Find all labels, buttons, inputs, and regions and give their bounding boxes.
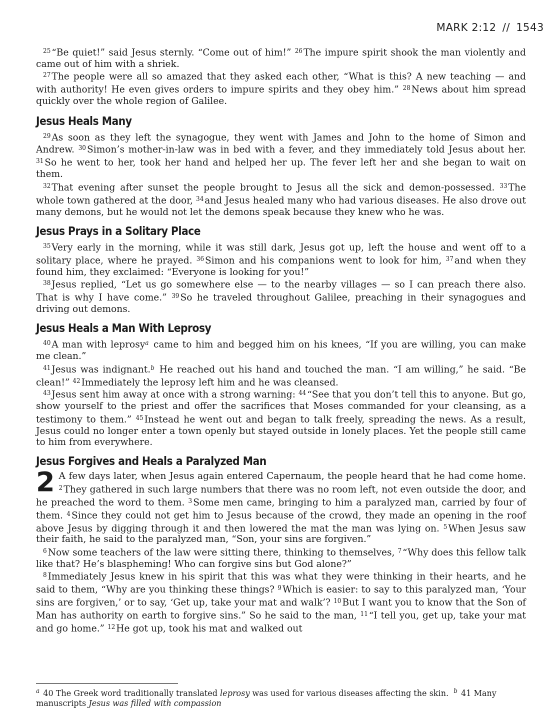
running-head-reference: MARK 2:12 [436,22,497,34]
verse-text: The impure spirit shook the man violently and came out of him with a shriek. [36,47,526,70]
verse-text: Some men came, bringing to him a paralyzed man, carried by four of them. [36,497,526,522]
footnote-marker: b [453,688,458,695]
verse-text: Jesus replied, “Let us go somewhere else — to the nearby villages — so I can preach there also. That is why I have come.” [36,279,526,304]
verse-number: 40 [43,340,51,348]
verse-number: 44 [298,390,307,398]
verse-number: 38 [43,280,51,288]
verse-text: As soon as they left the synagogue, they went with James and John to the home of Simon and Andrew. [36,132,526,157]
chapter-number: 2 [36,467,55,499]
verse-text: Since they could not get him to Jesus because of the crowd, they made an opening in the roof above Jesus by digging through it and then lowered the mat the man was lying on. [36,510,526,535]
verse-text: “Why does this fellow talk like that? He’s blaspheming! Who can forgive sins but God alone?” [36,547,527,570]
footnote-ref: 41 [458,688,472,698]
footnote-italic: leprosy [220,688,250,698]
footnote-divider [36,683,178,684]
verse-text: Jesus sent him away at once with a strong warning: [51,390,299,402]
paragraph [36,570,526,635]
paragraph [36,241,526,278]
verse-text: That evening after sunset the people brought to Jesus all the sick and demon-possessed. [51,182,500,194]
verse-text: He got up, took his mat and walked out [116,623,303,635]
verse-number: 30 [78,145,86,153]
verse-number: 43 [43,390,51,398]
verse-number: 37 [445,255,454,263]
verse-text: But I want you to know that the Son of Man has authority on earth to forgive sins.” So he said to the man, [36,597,526,622]
verse-text: The people were all so amazed that they asked each other, “What is this? A new teaching — and with authority! He even gives orders to impure spirits and they obey him.” [36,71,526,96]
verse-text: Simon and his companions went to look for him, [205,255,446,267]
paragraph [36,70,526,107]
verse-text: came to him and begged him on his knees, “If you are willing, you can make me clean.” [36,339,527,363]
verse-number: 8 [43,572,47,580]
verse-number: 41 [43,364,51,372]
verse-number: 9 [277,585,282,593]
footnote-italic: Jesus was filled with compassion [88,698,222,708]
paragraph [36,467,526,546]
verse-number: 11 [360,610,368,618]
verse-text: and when they found him, they exclaimed: “Everyone is looking for you!” [36,255,527,278]
verse-number: 31 [36,158,44,166]
verse-text: When Jesus saw their faith, he said to the paralyzed man, “Son, your sins are forgiven.” [36,523,526,546]
verse-number: 4 [66,510,71,518]
verse-text: He reached out his hand and touched the man. “I am willing,” he said. “Be clean!” [36,364,526,389]
verse-number: 29 [43,132,51,140]
verse-text: Immediately Jesus knew in his spirit that this was what they were thinking in their hearts, and he said to them, “Why are you thinking these things? [36,571,526,596]
verse-text: They gathered in such large numbers that there was no room left, not even outside the door, and he preached the word to them. [36,484,526,509]
verse-number: 33 [499,182,508,190]
verse-number: 5 [443,523,448,531]
section-heading: Jesus Heals Many [36,114,132,128]
verse-number: 26 [294,48,303,55]
footnote-marker[interactable]: b [150,364,155,372]
verse-number: 7 [397,547,402,555]
verse-number: 34 [196,195,204,203]
verse-text: Jesus was indignant. [51,364,151,376]
running-head-separator: // [502,22,511,34]
section-heading: Jesus Heals a Man With Leprosy [36,322,212,336]
verse-text: So he traveled throughout Galilee, preaching in their synagogues and driving out demons. [36,292,526,315]
verse-text: Immediately the leprosy left him and he was cleansed. [81,377,339,389]
footnotes [36,687,526,709]
verse-text: Instead he went out and began to talk freely, spreading the news. As a result, Jesus could no longer enter a town openly but stayed outside in lonely places. Yet the people still came to him from everywhere. [36,414,526,449]
verse-text: “Be quiet!” said Jesus sternly. “Come out of him!” [51,47,295,59]
verse-text: A man with leprosy [51,339,146,351]
verse-text: and Jesus healed many who had various diseases. He also drove out many demons, but he would not let the demons speak because they knew who he was. [36,195,526,218]
footnote-text: The Greek word traditionally translated [53,688,221,698]
text-column [36,46,526,635]
verse-text: Simon’s mother-in-law was in bed with a fever, and they immediately told Jesus about her. [87,145,526,157]
footnote-marker: a [36,688,40,695]
verse-number: 3 [188,497,193,505]
footnote-text: was used for various diseases affecting the skin. [249,688,449,698]
verse-number: 27 [43,72,51,80]
section-heading: Jesus Prays in a Solitary Place [36,224,201,238]
verse-number: 45 [135,414,144,422]
footnote-a [36,689,449,698]
verse-number: 10 [333,597,342,605]
verse-number: 36 [196,255,205,263]
verse-number: 6 [43,547,47,555]
verse-text: A few days later, when Jesus again entered Capernaum, the people heard that he had come home. [58,471,526,483]
verse-text: The whole town gathered at the door, [36,182,526,207]
paragraph [36,388,526,448]
verse-text: Now some teachers of the law were sitting there, thinking to themselves, [47,547,398,559]
section-heading: Jesus Forgives and Heals a Paralyzed Man [36,455,267,469]
verse-text: Very early in the morning, while it was still dark, Jesus got up, left the house and went off to a solitary place, where he prayed. [36,242,526,267]
paragraph [36,181,526,218]
verse-number: 28 [402,85,411,93]
verse-number: 25 [43,48,51,55]
verse-number: 42 [72,377,81,385]
verse-text: “See that you don’t tell this to anyone. But go, show yourself to the priest and offer the sacrifices that Moses commanded for your cleansing, as a testimony to them.” [36,390,526,426]
verse-text: “I tell you, get up, take your mat and go home.” [36,610,526,635]
page-number: 1543 [516,22,544,34]
paragraph [36,278,526,315]
verse-number: 35 [43,242,51,250]
paragraph [36,546,526,570]
verse-text: So he went to her, took her hand and helped her up. The fever left her and she began to wait on them. [36,157,526,181]
verse-text: News about him spread quickly over the whole region of Galilee. [36,84,526,108]
verse-number: 12 [107,623,116,631]
footnote-marker[interactable]: a [145,340,149,348]
paragraph [36,46,526,70]
footnote-text: Many manuscripts [36,688,497,708]
verse-text: Which is easier: to say to this paralyzed man, ‘Your sins are forgiven,’ or to say, ‘Get up, take your mat and walk’? [36,584,527,609]
paragraph [36,338,526,362]
running-head [436,22,544,34]
verse-number: 32 [43,182,51,190]
footnote-ref: 40 [40,688,54,698]
chapter-opening [36,467,526,546]
paragraph [36,131,526,181]
verse-number: 39 [171,293,180,301]
verse-number: 2 [58,484,63,492]
paragraph [36,363,526,389]
